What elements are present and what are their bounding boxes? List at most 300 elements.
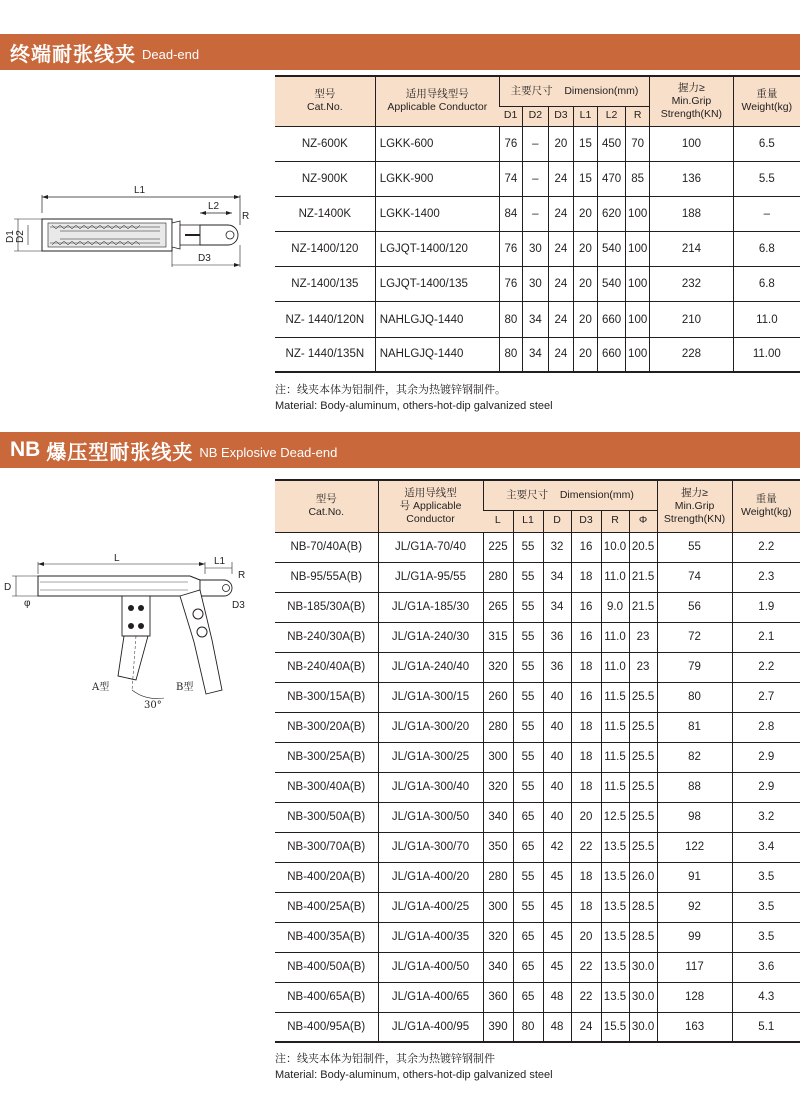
table-cell: 470: [597, 161, 625, 196]
table-cell: 55: [513, 622, 543, 652]
table-cell: 40: [543, 772, 571, 802]
table-row: [275, 952, 800, 982]
table-row: [275, 772, 800, 802]
table-cell: 13.5: [601, 982, 629, 1012]
table-cell: 265: [483, 592, 513, 622]
note-zh: 注：线夹本体为铝制件，其余为热镀锌钢制件: [275, 1053, 495, 1065]
table-cell: 20: [573, 302, 597, 337]
table-row: [275, 592, 800, 622]
table-cell: 13.5: [601, 922, 629, 952]
table-cell: 65: [513, 952, 543, 982]
dead-end-spec-table: [275, 75, 800, 373]
table-cell: JL/G1A-300/40: [378, 772, 483, 802]
table-cell: 13.5: [601, 892, 629, 922]
table-cell: JL/G1A-400/50: [378, 952, 483, 982]
note-en: Material: Body-aluminum, others-hot-dip galvanized steel: [275, 400, 553, 412]
col-header-model: 型号 Cat.No.: [275, 480, 378, 532]
table-cell: 22: [571, 952, 601, 982]
table-cell: 55: [513, 712, 543, 742]
table-cell: 48: [543, 1012, 571, 1042]
table-cell: JL/G1A-300/15: [378, 682, 483, 712]
section-header-nb-explosive: [0, 432, 800, 468]
table-cell: 136: [650, 161, 733, 196]
table-cell: 16: [571, 592, 601, 622]
table-row: [275, 196, 800, 231]
table-cell: 55: [513, 592, 543, 622]
table-cell: 12.5: [601, 802, 629, 832]
col-header-dim-3: D3: [571, 510, 601, 532]
table-cell: 25.5: [629, 712, 657, 742]
table-cell: 3.2: [732, 802, 800, 832]
table-cell: NB-400/20A(B): [275, 862, 378, 892]
table-cell: 45: [543, 892, 571, 922]
col-header-dim-0: D1: [499, 106, 522, 126]
dim-label-d3: D3: [198, 253, 211, 264]
table-cell: 13.5: [601, 832, 629, 862]
table-cell: 620: [597, 196, 625, 231]
nb-explosive-spec-table: [275, 479, 800, 1043]
table-cell: 34: [522, 337, 548, 372]
dead-end-drawing: [0, 175, 270, 275]
table-cell: 92: [657, 892, 732, 922]
table-cell: 260: [483, 682, 513, 712]
table-row: [275, 1012, 800, 1042]
table-cell: 81: [657, 712, 732, 742]
col-header-dim-0: L: [483, 510, 513, 532]
table-cell: 30.0: [629, 982, 657, 1012]
table-cell: NZ- 1440/120N: [275, 302, 375, 337]
table-cell: 76: [499, 232, 522, 267]
table-cell: 65: [513, 832, 543, 862]
col-header-dim-2: D: [543, 510, 571, 532]
table-cell: 98: [657, 802, 732, 832]
table-cell: NB-400/95A(B): [275, 1012, 378, 1042]
table-cell: 40: [543, 802, 571, 832]
table-cell: 232: [650, 267, 733, 302]
col-header-weight: 重量 Weight(kg): [733, 76, 800, 126]
table-cell: 280: [483, 712, 513, 742]
table-cell: 15: [573, 126, 597, 161]
table-row: [275, 126, 800, 161]
table-row: [275, 862, 800, 892]
col-header-dimension: 主要尺寸 Dimension(mm): [483, 480, 657, 510]
table-cell: NAHLGJQ-1440: [375, 337, 499, 372]
table-cell: 100: [626, 337, 650, 372]
table-cell: NB-185/30A(B): [275, 592, 378, 622]
table-cell: 6.8: [733, 232, 800, 267]
table-cell: 25.5: [629, 832, 657, 862]
table-row: [275, 922, 800, 952]
table-cell: 80: [657, 682, 732, 712]
table-cell: 72: [657, 622, 732, 652]
table-cell: 74: [657, 562, 732, 592]
table-cell: LGKK-900: [375, 161, 499, 196]
table-cell: 20: [573, 337, 597, 372]
table-cell: 24: [548, 302, 573, 337]
dim-label-r: R: [242, 211, 250, 222]
table-cell: 3.6: [732, 952, 800, 982]
table-cell: 25.5: [629, 772, 657, 802]
table-cell: 3.5: [732, 892, 800, 922]
table-cell: 1.9: [732, 592, 800, 622]
table-cell: JL/G1A-70/40: [378, 532, 483, 562]
table-cell: 16: [571, 622, 601, 652]
table-row: [275, 232, 800, 267]
table-cell: 21.5: [629, 592, 657, 622]
table-cell: 3.5: [732, 922, 800, 952]
table-cell: 34: [522, 302, 548, 337]
table-cell: 56: [657, 592, 732, 622]
table-cell: 18: [571, 862, 601, 892]
nb-explosive-material-note: [275, 1051, 553, 1083]
table-cell: 23: [629, 622, 657, 652]
type-a-label: A型: [92, 682, 110, 693]
col-header-dim-5: R: [626, 106, 650, 126]
table-cell: 11.00: [733, 337, 800, 372]
table-cell: 55: [513, 532, 543, 562]
table-cell: NB-400/35A(B): [275, 922, 378, 952]
table-cell: 18: [571, 562, 601, 592]
table-cell: 55: [513, 772, 543, 802]
table-cell: 20: [573, 267, 597, 302]
table-cell: JL/G1A-400/35: [378, 922, 483, 952]
table-cell: JL/G1A-400/25: [378, 892, 483, 922]
table-cell: 22: [571, 832, 601, 862]
table-cell: 76: [499, 126, 522, 161]
table-row: [275, 892, 800, 922]
dim-label-d: D: [4, 582, 12, 593]
table-cell: 16: [571, 682, 601, 712]
table-cell: 13.5: [601, 952, 629, 982]
angle-label: 30°: [144, 700, 162, 711]
section-title-en: Dead-end: [142, 46, 200, 62]
table-cell: 320: [483, 922, 513, 952]
table-cell: NB-400/50A(B): [275, 952, 378, 982]
table-cell: NB-300/20A(B): [275, 712, 378, 742]
table-cell: 20: [571, 802, 601, 832]
table-cell: 45: [543, 952, 571, 982]
table-cell: 3.4: [732, 832, 800, 862]
table-cell: 55: [513, 892, 543, 922]
table-cell: 20.5: [629, 532, 657, 562]
table-cell: JL/G1A-300/20: [378, 712, 483, 742]
table-cell: 24: [548, 232, 573, 267]
table-cell: 2.1: [732, 622, 800, 652]
table-cell: 11.5: [601, 712, 629, 742]
table-cell: 225: [483, 532, 513, 562]
table-cell: NZ-900K: [275, 161, 375, 196]
table-cell: 320: [483, 652, 513, 682]
table-cell: 24: [571, 1012, 601, 1042]
table-cell: 30.0: [629, 952, 657, 982]
table-cell: 100: [626, 196, 650, 231]
col-header-dim-5: Φ: [629, 510, 657, 532]
col-header-dim-3: L1: [573, 106, 597, 126]
table-cell: LGKK-600: [375, 126, 499, 161]
table-cell: 34: [543, 562, 571, 592]
table-cell: LGJQT-1400/120: [375, 232, 499, 267]
note-zh: 注：线夹本体为铝制件，其余为热镀锌钢制件。: [275, 384, 506, 396]
table-cell: 45: [543, 862, 571, 892]
col-header-grip: 握力≥ Min.Grip Strength(KN): [650, 76, 733, 126]
table-cell: 15: [573, 161, 597, 196]
table-cell: 80: [513, 1012, 543, 1042]
table-cell: 163: [657, 1012, 732, 1042]
table-cell: 20: [571, 922, 601, 952]
dim-label-d1: D1: [5, 230, 16, 243]
dim-label-phi: φ: [24, 598, 31, 609]
table-cell: NZ- 1440/135N: [275, 337, 375, 372]
table-cell: 22: [571, 982, 601, 1012]
table-cell: 24: [548, 196, 573, 231]
table-cell: 660: [597, 337, 625, 372]
table-cell: 128: [657, 982, 732, 1012]
table-cell: NB-400/25A(B): [275, 892, 378, 922]
table-cell: 42: [543, 832, 571, 862]
col-header-dim-1: D2: [522, 106, 548, 126]
table-cell: NB-70/40A(B): [275, 532, 378, 562]
table-row: [275, 532, 800, 562]
table-cell: 540: [597, 232, 625, 267]
table-cell: 20: [573, 196, 597, 231]
table-cell: 340: [483, 802, 513, 832]
table-cell: 100: [626, 302, 650, 337]
table-cell: 18: [571, 772, 601, 802]
table-cell: 11.5: [601, 682, 629, 712]
table-cell: 2.2: [732, 532, 800, 562]
table-cell: 55: [657, 532, 732, 562]
table-cell: 80: [499, 302, 522, 337]
table-cell: 390: [483, 1012, 513, 1042]
table-cell: 18: [571, 652, 601, 682]
table-cell: 4.3: [732, 982, 800, 1012]
table-cell: NB-240/30A(B): [275, 622, 378, 652]
table-cell: 65: [513, 802, 543, 832]
note-en: Material: Body-aluminum, others-hot-dip galvanized steel: [275, 1069, 553, 1081]
table-cell: NZ-1400/135: [275, 267, 375, 302]
table-cell: 34: [543, 592, 571, 622]
table-cell: 2.2: [732, 652, 800, 682]
dim-label-l2: L2: [208, 201, 220, 212]
table-cell: JL/G1A-185/30: [378, 592, 483, 622]
table-cell: 74: [499, 161, 522, 196]
table-row: [275, 712, 800, 742]
table-cell: JL/G1A-95/55: [378, 562, 483, 592]
table-cell: 99: [657, 922, 732, 952]
table-cell: 5.5: [733, 161, 800, 196]
table-cell: 24: [548, 161, 573, 196]
table-cell: 55: [513, 862, 543, 892]
table-cell: –: [522, 161, 548, 196]
table-row: [275, 267, 800, 302]
table-cell: 55: [513, 742, 543, 772]
table-cell: NB-300/25A(B): [275, 742, 378, 772]
table-cell: NB-300/15A(B): [275, 682, 378, 712]
section-header-dead-end: [0, 34, 800, 70]
dead-end-material-note: [275, 382, 553, 414]
table-cell: JL/G1A-240/40: [378, 652, 483, 682]
table-cell: 11.0: [601, 652, 629, 682]
table-cell: 122: [657, 832, 732, 862]
table-cell: 15.5: [601, 1012, 629, 1042]
table-cell: 2.7: [732, 682, 800, 712]
table-cell: 18: [571, 742, 601, 772]
table-cell: 40: [543, 742, 571, 772]
table-cell: JL/G1A-240/30: [378, 622, 483, 652]
table-cell: NZ-1400K: [275, 196, 375, 231]
table-cell: 5.1: [732, 1012, 800, 1042]
table-cell: 36: [543, 652, 571, 682]
table-cell: 21.5: [629, 562, 657, 592]
table-row: [275, 982, 800, 1012]
table-cell: NB-300/50A(B): [275, 802, 378, 832]
table-cell: 6.8: [733, 267, 800, 302]
table-row: [275, 652, 800, 682]
table-cell: 360: [483, 982, 513, 1012]
table-cell: JL/G1A-300/70: [378, 832, 483, 862]
table-cell: 2.3: [732, 562, 800, 592]
table-cell: 11.5: [601, 742, 629, 772]
table-cell: 2.9: [732, 742, 800, 772]
type-b-label: B型: [176, 682, 194, 693]
table-cell: 25.5: [629, 802, 657, 832]
section-title-zh: 终端耐张线夹: [10, 41, 136, 66]
section-title-zh: 爆压型耐张线夹: [46, 439, 194, 464]
table-cell: 25.5: [629, 682, 657, 712]
col-header-dimension: 主要尺寸 Dimension(mm): [499, 76, 649, 106]
table-cell: 32: [543, 532, 571, 562]
table-cell: –: [733, 196, 800, 231]
table-row: [275, 742, 800, 772]
table-cell: 350: [483, 832, 513, 862]
table-row: [275, 682, 800, 712]
table-cell: 40: [543, 712, 571, 742]
table-cell: 85: [626, 161, 650, 196]
table-cell: 2.8: [732, 712, 800, 742]
section-title-prefix: NB: [10, 438, 41, 461]
dim-label-d3: D3: [232, 600, 245, 611]
col-header-weight: 重量 Weight(kg): [732, 480, 800, 532]
dim-label-l: L: [114, 553, 120, 564]
table-cell: 3.5: [732, 862, 800, 892]
table-cell: 11.0: [733, 302, 800, 337]
table-cell: 24: [548, 337, 573, 372]
table-cell: 26.0: [629, 862, 657, 892]
dim-label-l1: L1: [214, 556, 226, 567]
table-cell: JL/G1A-300/50: [378, 802, 483, 832]
col-header-dim-1: L1: [513, 510, 543, 532]
col-header-grip: 握力≥ Min.Grip Strength(KN): [657, 480, 732, 532]
table-row: [275, 832, 800, 862]
table-cell: 80: [499, 337, 522, 372]
table-cell: 65: [513, 922, 543, 952]
table-cell: 55: [513, 652, 543, 682]
table-cell: –: [522, 196, 548, 231]
table-cell: 16: [571, 532, 601, 562]
table-cell: 18: [571, 712, 601, 742]
table-cell: 23: [629, 652, 657, 682]
table-cell: 76: [499, 267, 522, 302]
table-row: [275, 622, 800, 652]
table-cell: 84: [499, 196, 522, 231]
dim-label-d2: D2: [15, 230, 26, 243]
table-cell: 315: [483, 622, 513, 652]
table-cell: 117: [657, 952, 732, 982]
col-header-conductor: 适用导线型 号 Applicable Conductor: [378, 480, 483, 532]
table-cell: 280: [483, 862, 513, 892]
col-header-model: 型号 Cat.No.: [275, 76, 375, 126]
table-cell: NB-95/55A(B): [275, 562, 378, 592]
table-cell: 30.0: [629, 1012, 657, 1042]
table-cell: 91: [657, 862, 732, 892]
table-cell: 24: [548, 267, 573, 302]
table-row: [275, 337, 800, 372]
nb-explosive-drawing: [0, 550, 270, 730]
table-cell: NZ-1400/120: [275, 232, 375, 267]
table-cell: 82: [657, 742, 732, 772]
table-cell: 11.0: [601, 562, 629, 592]
dim-label-r: R: [238, 570, 246, 581]
table-cell: JL/G1A-400/65: [378, 982, 483, 1012]
table-row: [275, 302, 800, 337]
table-cell: NAHLGJQ-1440: [375, 302, 499, 337]
table-cell: 100: [626, 267, 650, 302]
table-cell: JL/G1A-400/95: [378, 1012, 483, 1042]
table-cell: 13.5: [601, 862, 629, 892]
table-cell: LGKK-1400: [375, 196, 499, 231]
table-cell: 10.0: [601, 532, 629, 562]
col-header-dim-2: D3: [548, 106, 573, 126]
table-cell: 540: [597, 267, 625, 302]
table-cell: 2.9: [732, 772, 800, 802]
table-row: [275, 161, 800, 196]
table-cell: 30: [522, 232, 548, 267]
table-cell: 30: [522, 267, 548, 302]
table-cell: 70: [626, 126, 650, 161]
table-cell: 18: [571, 892, 601, 922]
table-cell: 340: [483, 952, 513, 982]
table-cell: 79: [657, 652, 732, 682]
table-cell: –: [522, 126, 548, 161]
table-cell: 300: [483, 742, 513, 772]
table-cell: 55: [513, 682, 543, 712]
table-cell: 660: [597, 302, 625, 337]
col-header-conductor: 适用导线型号 Applicable Conductor: [375, 76, 499, 126]
table-cell: NZ-600K: [275, 126, 375, 161]
table-cell: JL/G1A-300/25: [378, 742, 483, 772]
table-cell: 188: [650, 196, 733, 231]
table-cell: NB-400/65A(B): [275, 982, 378, 1012]
table-cell: LGJQT-1400/135: [375, 267, 499, 302]
table-cell: 36: [543, 622, 571, 652]
table-cell: 214: [650, 232, 733, 267]
col-header-dim-4: R: [601, 510, 629, 532]
table-cell: 300: [483, 892, 513, 922]
table-cell: 55: [513, 562, 543, 592]
section-title-en: NB Explosive Dead-end: [199, 444, 338, 460]
table-cell: 450: [597, 126, 625, 161]
table-cell: 320: [483, 772, 513, 802]
table-cell: 88: [657, 772, 732, 802]
table-cell: 25.5: [629, 742, 657, 772]
table-cell: 210: [650, 302, 733, 337]
table-row: [275, 802, 800, 832]
table-cell: 45: [543, 922, 571, 952]
table-cell: 40: [543, 682, 571, 712]
dim-label-l1: L1: [134, 185, 146, 196]
table-cell: 48: [543, 982, 571, 1012]
table-cell: NB-300/70A(B): [275, 832, 378, 862]
